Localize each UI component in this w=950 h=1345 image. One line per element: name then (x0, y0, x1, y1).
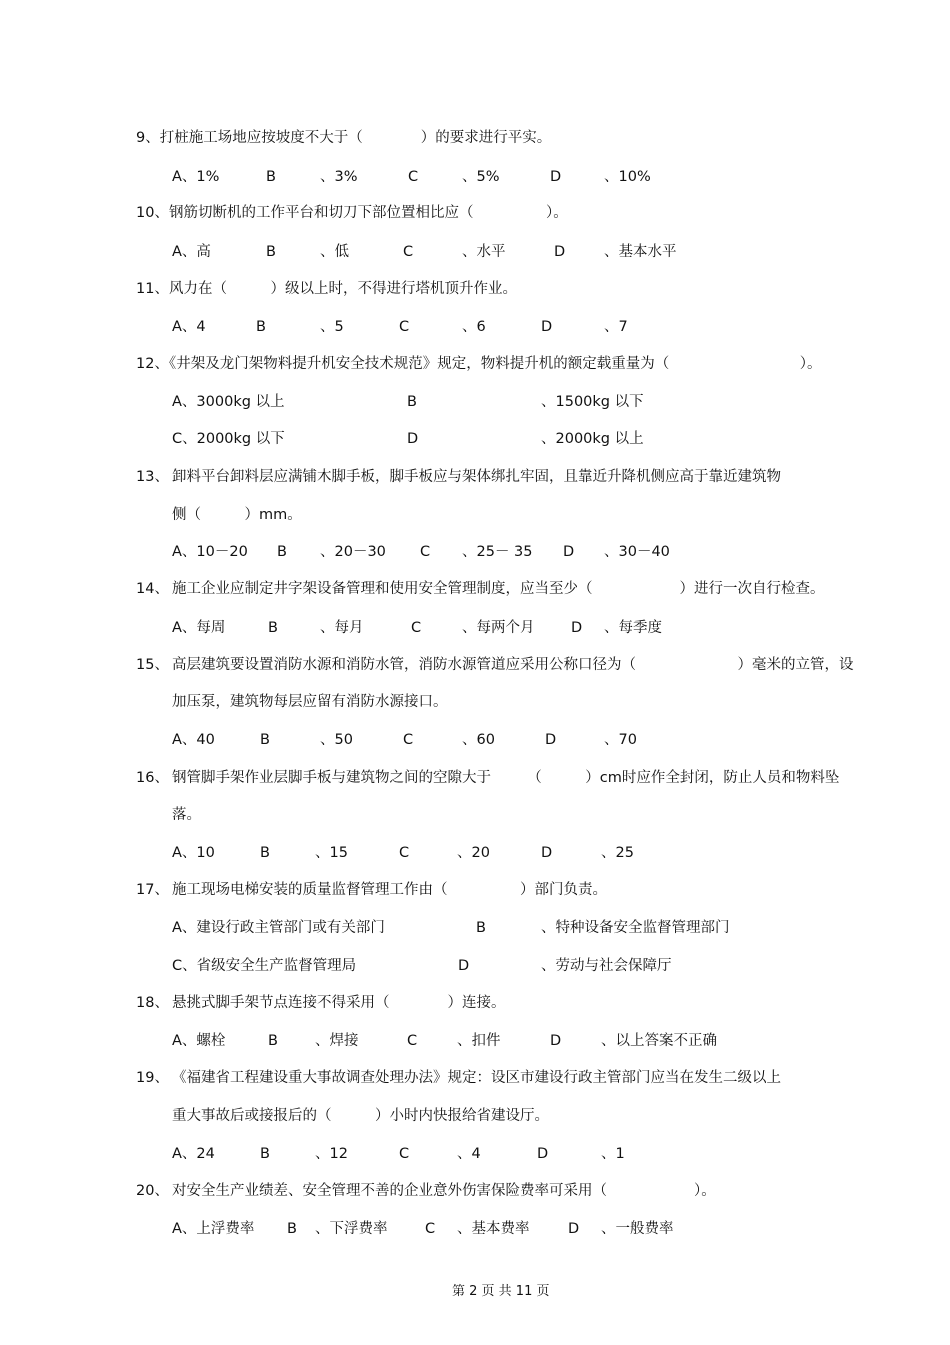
q9-opt-b: 、3% (320, 169, 358, 185)
q20-opt-d: 、一般费率 (601, 1221, 674, 1237)
q13-opt-d: 、30－40 (604, 544, 670, 560)
q9-opt-d-letter: D (550, 169, 562, 185)
q20-opt-d-letter: D (568, 1221, 580, 1237)
q12-stem: 12、《井架及龙门架物料提升机安全技术规范》规定，物料提升机的额定载重量为（ ）。 (136, 356, 822, 372)
q19-opt-c-letter: C (399, 1146, 410, 1162)
q11-opt-c: 、6 (462, 319, 486, 335)
q15-stem-line1: 高层建筑要设置消防水源和消防水管，消防水源管道应采用公称口径为（ ）毫米的立管，设 (172, 657, 854, 673)
q14-opt-d-letter: D (571, 620, 583, 636)
q15-opt-c: 、60 (462, 732, 495, 748)
q14-opt-b-letter: B (268, 620, 278, 636)
q13-opt-a: A、10－20 (172, 544, 248, 560)
q10-opt-a: A、高 (172, 244, 211, 260)
q19-opt-a: A、24 (172, 1146, 215, 1162)
q16-opt-b-letter: B (260, 845, 270, 861)
q10-stem: 10、钢筋切断机的工作平台和切刀下部位置相比应（ ）。 (136, 205, 568, 221)
q13-opt-b-letter: B (277, 544, 287, 560)
q17-opt-c: C、省级安全生产监督管理局 (172, 958, 357, 974)
q17-opt-d-letter: D (458, 958, 470, 974)
q16-number: 16、 (136, 770, 169, 786)
q18-number: 18、 (136, 995, 169, 1011)
q10-opt-b: 、低 (320, 244, 349, 260)
q13-opt-d-letter: D (563, 544, 575, 560)
q16-opt-a: A、10 (172, 845, 215, 861)
q14-opt-b: 、每月 (320, 620, 364, 636)
page-footer: 第 2 页 共 11 页 (452, 1284, 550, 1299)
q17-stem-line1: 施工现场电梯安装的质量监督管理工作由（ ）部门负责。 (172, 882, 607, 898)
q11-stem: 11、风力在（ ）级以上时，不得进行塔机顶升作业。 (136, 281, 517, 297)
q11-opt-d: 、7 (604, 319, 628, 335)
q16-opt-d: 、25 (601, 845, 634, 861)
q11-opt-b: 、5 (320, 319, 344, 335)
q17-opt-b: 、特种设备安全监督管理部门 (541, 920, 730, 936)
q18-stem-line1: 悬挑式脚手架节点连接不得采用（ ）连接。 (172, 995, 506, 1011)
q14-stem-line1: 施工企业应制定井字架设备管理和使用安全管理制度，应当至少（ ）进行一次自行检查。 (172, 581, 825, 597)
q14-number: 14、 (136, 581, 169, 597)
q19-stem-line1: 《福建省工程建设重大事故调查处理办法》规定：设区市建设行政主管部门应当在发生二级以上 (172, 1070, 781, 1086)
q12-opt-c: C、2000kg 以下 (172, 431, 285, 447)
q18-opt-b: 、焊接 (315, 1033, 359, 1049)
q19-stem-line2: 重大事故后或接报后的（ ）小时内快报给省建设厅。 (172, 1108, 549, 1124)
q20-opt-a: A、上浮费率 (172, 1221, 255, 1237)
q16-opt-c: 、20 (457, 845, 490, 861)
q20-stem-line1: 对安全生产业绩差、安全管理不善的企业意外伤害保险费率可采用（ ）。 (172, 1183, 716, 1199)
q15-stem-line2: 加压泵，建筑物每层应留有消防水源接口。 (172, 694, 448, 710)
q12-opt-b-letter: B (407, 394, 417, 410)
q19-opt-b-letter: B (260, 1146, 270, 1162)
q20-opt-c-letter: C (425, 1221, 436, 1237)
q13-stem-line2: 侧（ ）mm。 (172, 507, 302, 523)
q9-opt-c-letter: C (408, 169, 419, 185)
q11-opt-c-letter: C (399, 319, 410, 335)
q12-opt-a: A、3000kg 以上 (172, 394, 285, 410)
q15-opt-b: 、50 (320, 732, 353, 748)
q19-opt-b: 、12 (315, 1146, 348, 1162)
q12-opt-b: 、1500kg 以下 (541, 394, 644, 410)
q9-opt-d: 、10% (604, 169, 651, 185)
q17-opt-b-letter: B (476, 920, 486, 936)
q15-opt-d-letter: D (545, 732, 557, 748)
q13-number: 13、 (136, 469, 169, 485)
q11-opt-b-letter: B (256, 319, 266, 335)
q16-opt-d-letter: D (541, 845, 553, 861)
q18-opt-c-letter: C (407, 1033, 418, 1049)
q10-opt-c: 、水平 (462, 244, 506, 260)
q17-opt-a: A、建设行政主管部门或有关部门 (172, 920, 385, 936)
q13-opt-b: 、20－30 (320, 544, 386, 560)
q9-opt-b-letter: B (266, 169, 276, 185)
q13-stem-line1: 卸料平台卸料层应满铺木脚手板，脚手板应与架体绑扎牢固，且靠近升降机侧应高于靠近建筑物 (172, 469, 781, 485)
q18-opt-d: 、以上答案不正确 (601, 1033, 717, 1049)
q18-opt-b-letter: B (268, 1033, 278, 1049)
q16-stem-line1: 钢管脚手架作业层脚手板与建筑物之间的空隙大于 （ ）cm时应作全封闭，防止人员和物料坠 (172, 770, 840, 786)
q15-opt-a: A、40 (172, 732, 215, 748)
q16-opt-c-letter: C (399, 845, 410, 861)
q10-opt-d-letter: D (554, 244, 566, 260)
q20-opt-b-letter: B (287, 1221, 297, 1237)
q19-opt-c: 、4 (457, 1146, 481, 1162)
q16-stem-line2: 落。 (172, 807, 201, 823)
q11-opt-d-letter: D (541, 319, 553, 335)
q9-opt-a: A、1% (172, 169, 220, 185)
q15-number: 15、 (136, 657, 169, 673)
q9-opt-c: 、5% (462, 169, 500, 185)
q20-number: 20、 (136, 1183, 169, 1199)
q16-opt-b: 、15 (315, 845, 348, 861)
q19-opt-d-letter: D (537, 1146, 549, 1162)
q14-opt-c-letter: C (411, 620, 422, 636)
q14-opt-a: A、每周 (172, 620, 226, 636)
q18-opt-d-letter: D (550, 1033, 562, 1049)
q14-opt-d: 、每季度 (604, 620, 662, 636)
q12-opt-d-letter: D (407, 431, 419, 447)
q13-opt-c: 、25－ 35 (462, 544, 533, 560)
q18-opt-c: 、扣件 (457, 1033, 501, 1049)
q13-opt-c-letter: C (420, 544, 431, 560)
q10-opt-c-letter: C (403, 244, 414, 260)
q20-opt-c: 、基本费率 (457, 1221, 530, 1237)
q20-opt-b: 、下浮费率 (315, 1221, 388, 1237)
q19-opt-d: 、1 (601, 1146, 625, 1162)
q10-opt-b-letter: B (266, 244, 276, 260)
q15-opt-c-letter: C (403, 732, 414, 748)
q11-opt-a: A、4 (172, 319, 206, 335)
q12-opt-d: 、2000kg 以上 (541, 431, 644, 447)
q15-opt-b-letter: B (260, 732, 270, 748)
q15-opt-d: 、70 (604, 732, 637, 748)
q10-opt-d: 、基本水平 (604, 244, 677, 260)
q9-stem: 9、打桩施工场地应按坡度不大于（ ）的要求进行平实。 (136, 130, 552, 146)
q19-number: 19、 (136, 1070, 169, 1086)
q17-opt-d: 、劳动与社会保障厅 (541, 958, 672, 974)
q18-opt-a: A、螺栓 (172, 1033, 226, 1049)
q14-opt-c: 、每两个月 (462, 620, 535, 636)
q17-number: 17、 (136, 882, 169, 898)
